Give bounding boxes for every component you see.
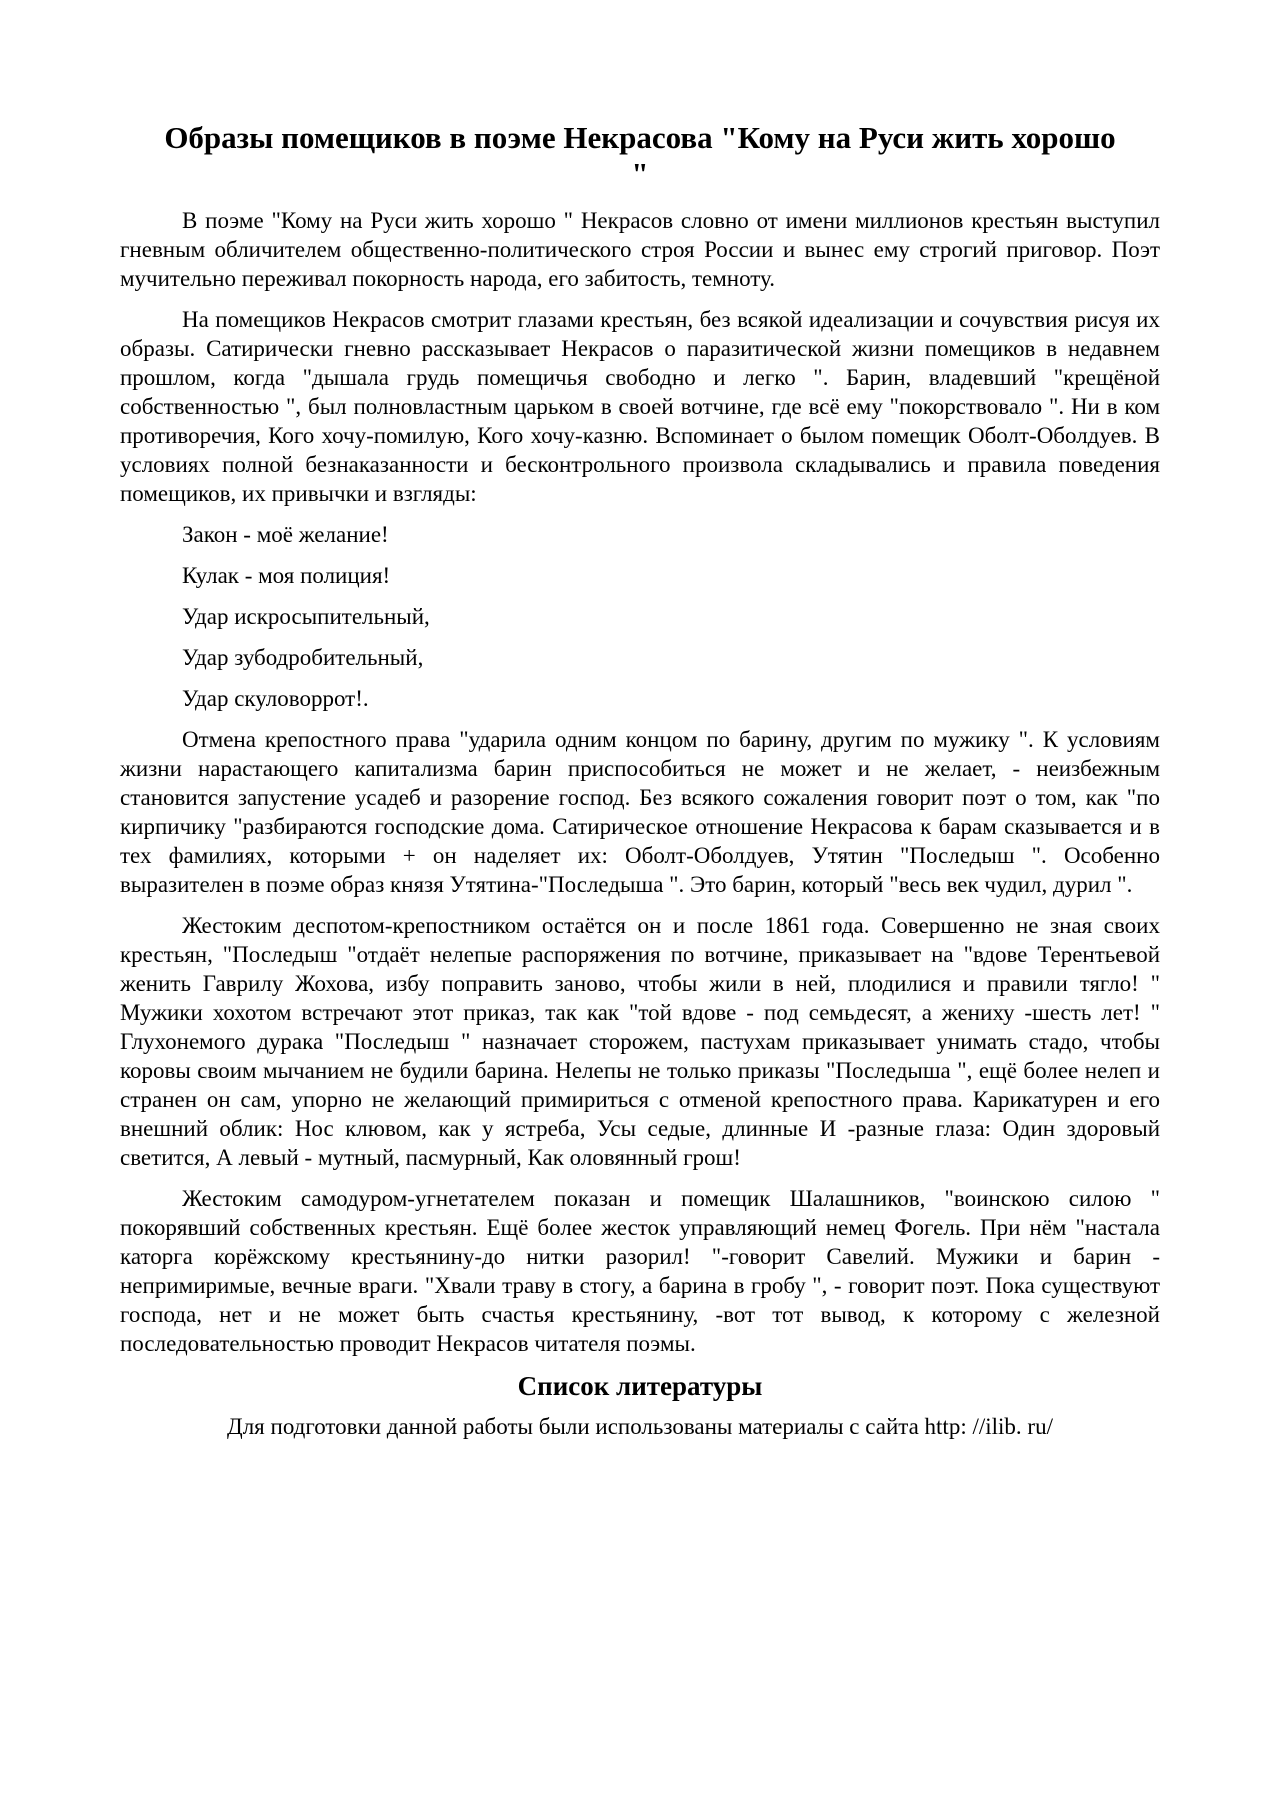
verse-line: Удар зубодробительный, (182, 645, 424, 670)
verse-line: Удар скуловоррот!. (182, 686, 369, 711)
verse-block (120, 520, 1160, 713)
verse-line: Кулак - моя полиция! (182, 563, 391, 588)
verse-line: Закон - моё желание! (182, 522, 389, 547)
paragraph-tyrant: Жестоким самодуром-угнетателем показан и помещик Шалашников, "воинскою силою " покорявший собственных крестьян. Ещё более жесток управляющий немец Фогель. При нём "настала каторга корёжскому крестьянину-до нитки разорил! "-говорит Савелий. Мужики и барин - непримиримые, вечные враги. "Хвали траву в стогу, а барина в гробу ", - говорит поэт. Пока существуют господа, нет и не может быть счастья крестьянину, -вот тот вывод, к которому с железной последовательностью проводит Некрасов читателя поэмы. (120, 1186, 1160, 1356)
paragraph-landowners: На помещиков Некрасов смотрит глазами крестьян, без всякой идеализации и сочувствия рисуя их образы. Сатирически гневно рассказывает Некрасов о паразитической жизни помещиков в недавнем прошлом, когда "дышала грудь помещичья свободно и легко ". Барин, владевший "крещёной собственностью ", был полновластным царьком в своей вотчине, где всё ему "покорствовало ". Ни в ком противоречия, Кого хочу-помилую, Кого хочу-казню. Вспоминает о былом помещик Оболт-Оболдуев. В условиях полной безнаказанности и бесконтрольного произвола складывались и правила поведения помещиков, их привычки и взгляды: (120, 307, 1160, 506)
verse-line: Удар искросыпительный, (182, 604, 430, 629)
paragraph-despot: Жестоким деспотом-крепостником остаётся он и после 1861 года. Совершенно не зная своих крестьян, "Последыш "отдаёт нелепые распоряжения по вотчине, приказывает на "вдове Терентьевой женить Гаврилу Жохова, избу поправить заново, чтобы жили в ней, плодилися и правили тягло! " Мужики хохотом встречают этот приказ, так как "той вдове - под семьдесят, а жениху -шесть лет! " Глухонемого дурака "Последыш " назначает сторожем, пастухам приказывает унимать стадо, чтобы коровы своим мычанием не будили барина. Нелепы не только приказы "Последыша ", ещё более нелеп и странен он сам, упорно не желающий примириться с отменой крепостного права. Карикатурен и его внешний облик: Нос клювом, как у ястреба, Усы седые, длинные И -разные глаза: Один здоровый светится, А левый - мутный, пасмурный, Как оловянный грош! (120, 913, 1160, 1170)
references-heading: Список литературы (517, 1371, 763, 1401)
document-page (120, 120, 1160, 1441)
references-line: Для подготовки данной работы были использованы материалы с сайта http: //ilib. ru/ (227, 1414, 1053, 1439)
paragraph-intro: В поэме "Кому на Руси жить хорошо " Некрасов словно от имени миллионов крестьян выступил гневным обличителем общественно-политического строя России и вынес ему строгий приговор. Поэт мучительно переживал покорность народа, его забитость, темноту. (120, 208, 1160, 291)
document-title: Образы помещиков в поэме Некрасова "Кому на Руси жить хорошо " (164, 120, 1116, 191)
paragraph-abolition: Отмена крепостного права "ударила одним концом по барину, другим по мужику ". К условиям жизни нарастающего капитализма барин приспособиться не может и не желает, - неизбежным становится запустение усадеб и разорение господ. Без всякого сожаления говорит поэт о том, как "по кирпичику "разбираются господские дома. Сатирическое отношение Некрасова к барам сказывается и в тех фамилиях, которыми + он наделяет их: Оболт-Оболдуев, Утятин "Последыш ". Особенно выразителен в поэме образ князя Утятина-"Последыша ". Это барин, который "весь век чудил, дурил ". (120, 727, 1160, 897)
